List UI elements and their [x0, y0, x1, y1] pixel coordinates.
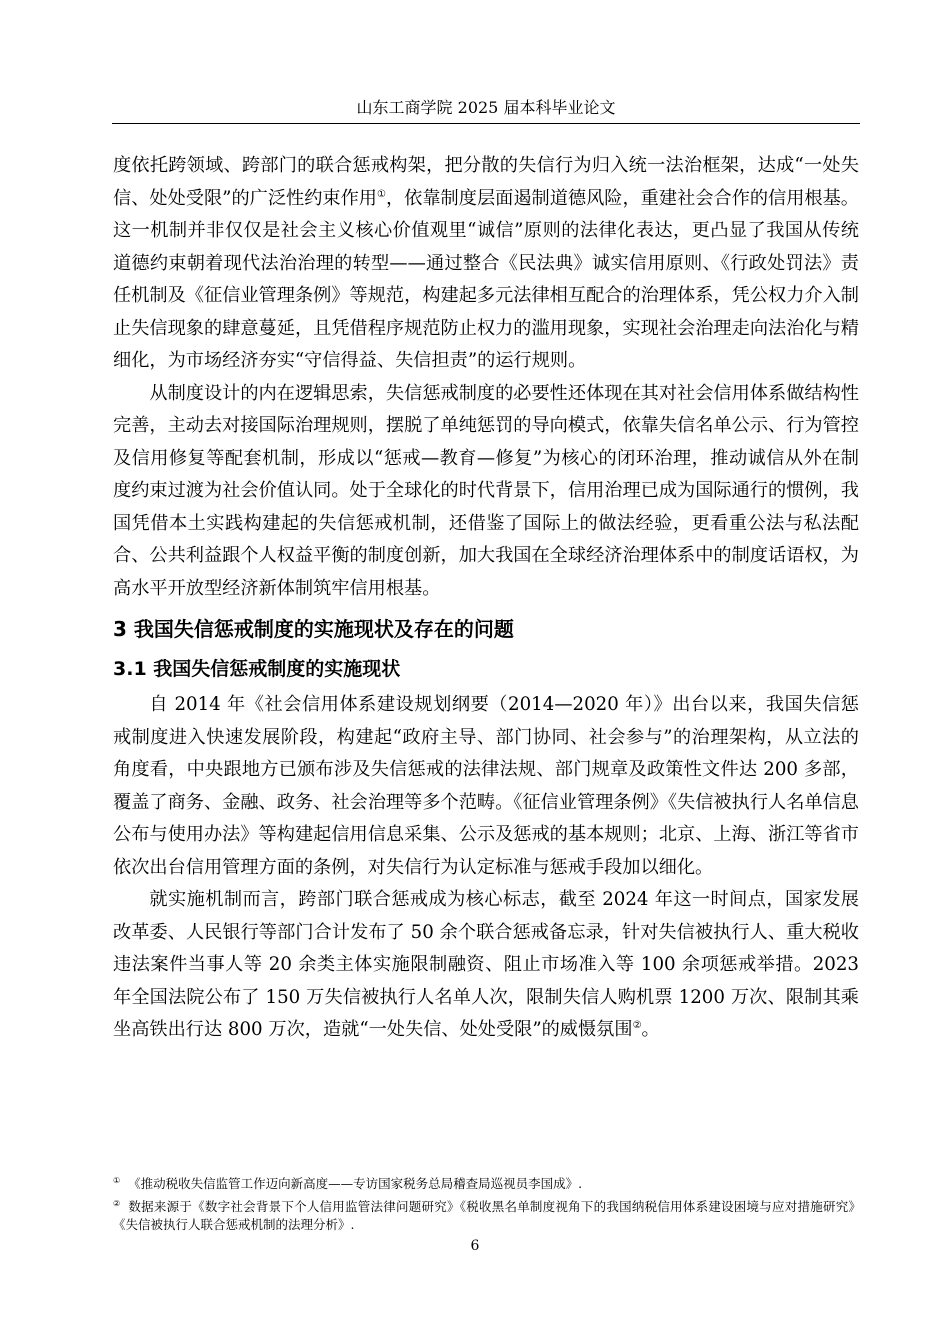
footnote-text: 数据来源于《数字社会背景下个人信用监管法律问题研究》《税收黑名单制度视角下的我国纳税信用体系建设困境与应对措施研究》《失信被执行人联合惩戒机制的法理分析》.: [113, 1199, 861, 1233]
footnote-ref-2[interactable]: ②: [632, 1019, 642, 1031]
paragraph-1-text-a: 度依托跨领域、跨部门的联合惩戒构架，把分散的失信行为归入统一法治框架，达成“一处失信、处处受限”的广泛性约束作用: [113, 155, 859, 209]
header-rule: [112, 123, 860, 124]
footnote-mark: ②: [113, 1199, 121, 1209]
paragraph-2: 从制度设计的内在逻辑思索，失信惩戒制度的必要性还体现在其对社会信用体系做结构性完善，主动去对接国际治理规则，摆脱了单纯惩罚的导向模式，依靠失信名单公示、行为管控及信用修复等配套机制，形成以“惩戒—教育—修复”为核心的闭环治理，推动诚信从外在制度约束过渡为社会价值认同。处于全球化的时代背景下，信用治理已成为国际通行的惯例，我国凭借本土实践构建起的失信惩戒机制，还借鉴了国际上的做法经验，更看重公法与私法配合、公共利益跟个人权益平衡的制度创新，加大我国在全球经济治理体系中的制度话语权，为高水平开放型经济新体制筑牢信用根基。: [113, 382, 859, 599]
body-text: [113, 150, 859, 1047]
subsection-heading: 3.1 我国失信惩戒制度的实施现状: [113, 658, 401, 680]
page-number: 6: [470, 1238, 480, 1254]
paragraph-1: [113, 150, 859, 378]
section-heading: 3 我国失信惩戒制度的实施现状及存在的问题: [113, 617, 514, 641]
footnotes: [113, 1172, 861, 1236]
footnote-1: [113, 1172, 861, 1193]
paragraph-1-text-b: ，依靠制度层面遏制道德风险，重建社会合作的信用根基。这一机制并非仅仅是社会主义核心价值观里“诚信”原则的法律化表达，更凸显了我国从传统道德约束朝着现代法治治理的转型——通过整合《民法典》诚实信用原则、《行政处罚法》责任机制及《征信业管理条例》等规范，构建起多元法律相互配合的治理体系，凭公权力介入制止失信现象的肆意蔓延，且凭借程序规范防止权力的滥用现象，实现社会治理走向法治化与精细化，为市场经济夯实“守信得益、失信担责”的运行规则。: [113, 187, 859, 371]
footnote-text: 《推动税收失信监管工作迈向新高度——专访国家税务总局稽查局巡视员李国成》.: [128, 1176, 583, 1192]
paragraph-4-text-a: 就实施机制而言，跨部门联合惩戒成为核心标志，截至 2024 年这一时间点，国家发展改革委、人民银行等部门合计发布了 50 余个联合惩戒备忘录，针对失信被执行人、重大税收违法案件当事人等 20 余类主体实施限制融资、阻止市场准入等 100 余项惩戒举措。2023 年全国法院公布了 150 万失信被执行人名单人次，限制失信人购机票 1200 万次、限制其乘坐高铁出行达 800 万次，造就“一处失信、处处受限”的威慑氛围: [113, 889, 859, 1040]
paragraph-4-text-b: 。: [641, 1019, 660, 1040]
running-header: 山东工商学院 2025 届本科毕业论文: [356, 98, 616, 117]
footnote-mark: ①: [113, 1176, 121, 1185]
paragraph-3: 自 2014 年《社会信用体系建设规划纲要（2014—2020 年）》出台以来，我国失信惩戒制度进入快速发展阶段，构建起“政府主导、部门协同、社会参与”的治理架构，从立法的角度看，中央跟地方已颁布涉及失信惩戒的法律法规、部门规章及政策性文件达 200 多部，覆盖了商务、金融、政务、社会治理等多个范畴。《征信业管理条例》《失信被执行人名单信息公布与使用办法》等构建起信用信息采集、公示及惩戒的基本规则；北京、上海、浙江等省市依次出台信用管理方面的条例，对失信行为认定标准与惩戒手段加以细化。: [113, 694, 859, 878]
footnote-2: [113, 1195, 861, 1234]
paragraph-4: [113, 884, 859, 1047]
footnote-ref-1[interactable]: ①: [377, 188, 386, 200]
